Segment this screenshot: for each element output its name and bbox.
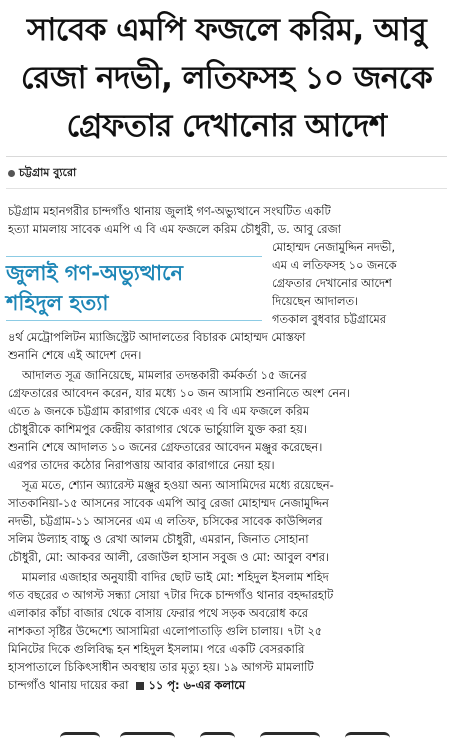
headline-line-1: সাবেক এমপি ফজলে করিম, আবু: [26, 12, 427, 48]
body-line: চট্টগ্রাম মহানগরীর চান্দগাঁও থানায় জুলাই গণ-অভ্যুত্থানে সংঘটিত একটি: [8, 204, 331, 218]
body-line: গ্রেফতার দেখানোর আদেশ: [272, 276, 392, 290]
body-line: এতে ৯ জনকে চট্টগ্রাম কারাগার থেকে এবং এ বি এম ফজলে করিম: [8, 404, 310, 418]
headline: [8, 6, 445, 150]
body-line: মামলার এজাহার অনুযায়ী বাদির ছোট ভাই মো: শহিদুল ইসলাম শহিদ: [22, 570, 329, 584]
body-line: হত্যা মামলায় সাবেক এমপি এ বি এম ফজলে করিম চৌধুরী, ড. আবু রেজা: [8, 222, 341, 236]
body-line: গ্রেফতারের আবেদন করেন, যার মধ্যে ১০ জন আসামি শুনানিতে অংশ নেন।: [8, 386, 350, 400]
body-line: চৌধুরী, মো: আকবর আলী, রেজাউল হাসান সবুজ ও মো: আবুল বশর।: [8, 550, 330, 564]
body-line: এম এ লতিফসহ ১০ জনকে: [272, 258, 397, 272]
bullet-dot-icon: [8, 170, 15, 177]
body-line: মোহাম্মদ নেজামুদ্দিন নদভী,: [272, 240, 396, 254]
cropped-glyph: [345, 732, 390, 742]
headline-line-3: গ্রেফতার দেখানোর আদেশ: [66, 108, 387, 144]
body-line: চৌধুরীকে কাশিমপুর কেন্দ্রীয় কারাগার থেকে ভার্চুয়ালি যুক্ত করা হয়।: [8, 422, 307, 436]
body-line: এলাকার কাঁচা বাজার থেকে বাসায় ফেরার পথে সড়ক অবরোধ করে: [8, 606, 309, 620]
cropped-glyph: [260, 732, 320, 742]
body-line: আদালত সূত্র জানিয়েছে, মামলার তদন্তকারী কর্মকর্তা ১৫ জনের: [22, 368, 307, 382]
pull-quote-line-2: শহিদুল হত্যা: [6, 291, 109, 315]
pull-quote: [6, 252, 262, 322]
body-line: শুনানি শেষে এই আদেশ দেন।: [8, 348, 142, 362]
headline-line-2: রেজা নদভী, লতিফসহ ১০ জনকে: [20, 60, 433, 96]
pull-quote-line-1: জুলাই গণ-অভ্যুত্থানে: [6, 261, 184, 285]
body-last-line: [8, 677, 445, 695]
byline-divider: [6, 188, 447, 189]
body-line: গত বছরের ৩ আগস্ট সন্ধ্যা সোয়া ৭টার দিকে চান্দগাঁও থানার বহদ্দারহাট: [8, 588, 334, 602]
body-line: সূত্র মতে, শ্যোন অ্যারেস্ট মঞ্জুর হওয়া অন্য আসামিদের মধ্যে রয়েছেন-: [22, 478, 334, 492]
body-line: এরপর তাদের কঠোর নিরাপত্তায় আবার কারাগারে নেয়া হয়।: [8, 458, 275, 472]
body-line: হাসপাতালে চিকিৎসাধীন অবস্থায় তার মৃত্যু হয়। ১৯ আগস্ট মামলাটি: [8, 660, 314, 674]
body-line: সাতকানিয়া-১৫ আসনের সাবেক এমপি আবু রেজা মোহাম্মদ নেজামুদ্দিন: [8, 496, 329, 510]
body-line: মিনিটের দিকে গুলিবিদ্ধ হন শহিদুল ইসলাম। পরে একটি বেসরকারি: [8, 642, 305, 656]
body-line: নদভী, চট্টগ্রাম-১১ আসনের এম এ লতিফ, চসিকের সাবেক কাউন্সিলর: [8, 514, 323, 528]
body-line: সলিম উল্যাহ বাচ্চু ও রেখা আলম চৌধুরী, এমরান, জিনাত সোহানা: [8, 532, 309, 546]
pull-quote-top-rule: [6, 256, 262, 257]
continuation-jump[interactable]: ১১ পৃ: ৬-এর কলামে: [148, 678, 246, 692]
cropped-glyph: [60, 732, 100, 742]
body-line: চান্দগাঁও থানায় দায়ের করা: [8, 678, 129, 692]
pull-quote-bottom-rule: [6, 320, 262, 321]
headline-divider: [6, 156, 447, 157]
body-line: দিয়েছেন আদালত।: [272, 294, 359, 308]
byline: [8, 164, 76, 183]
byline-text: চট্টগ্রাম ব্যুরো: [19, 166, 77, 179]
body-line: নাশকতা সৃষ্টির উদ্দেশ্যে আসামিরা এলোপাতাড়ি গুলি চালায়। ৭টা ২৫: [8, 624, 323, 638]
next-article-cropped: [0, 728, 453, 742]
cropped-glyph: [200, 732, 235, 742]
body-line: ৪র্থ মেট্রোপলিটন ম্যাজিস্ট্রেট আদালতের বিচারক মোহাম্মদ মোস্তফা: [8, 330, 306, 344]
body-line: শুনানি শেষে আদালত ১০ জনের গ্রেফতারের আবেদন মঞ্জুর করেছেন।: [8, 440, 323, 454]
jump-square-icon: [136, 682, 144, 690]
body-line: গতকাল বুধবার চট্টগ্রামের: [272, 312, 386, 326]
cropped-glyph: [120, 732, 175, 742]
